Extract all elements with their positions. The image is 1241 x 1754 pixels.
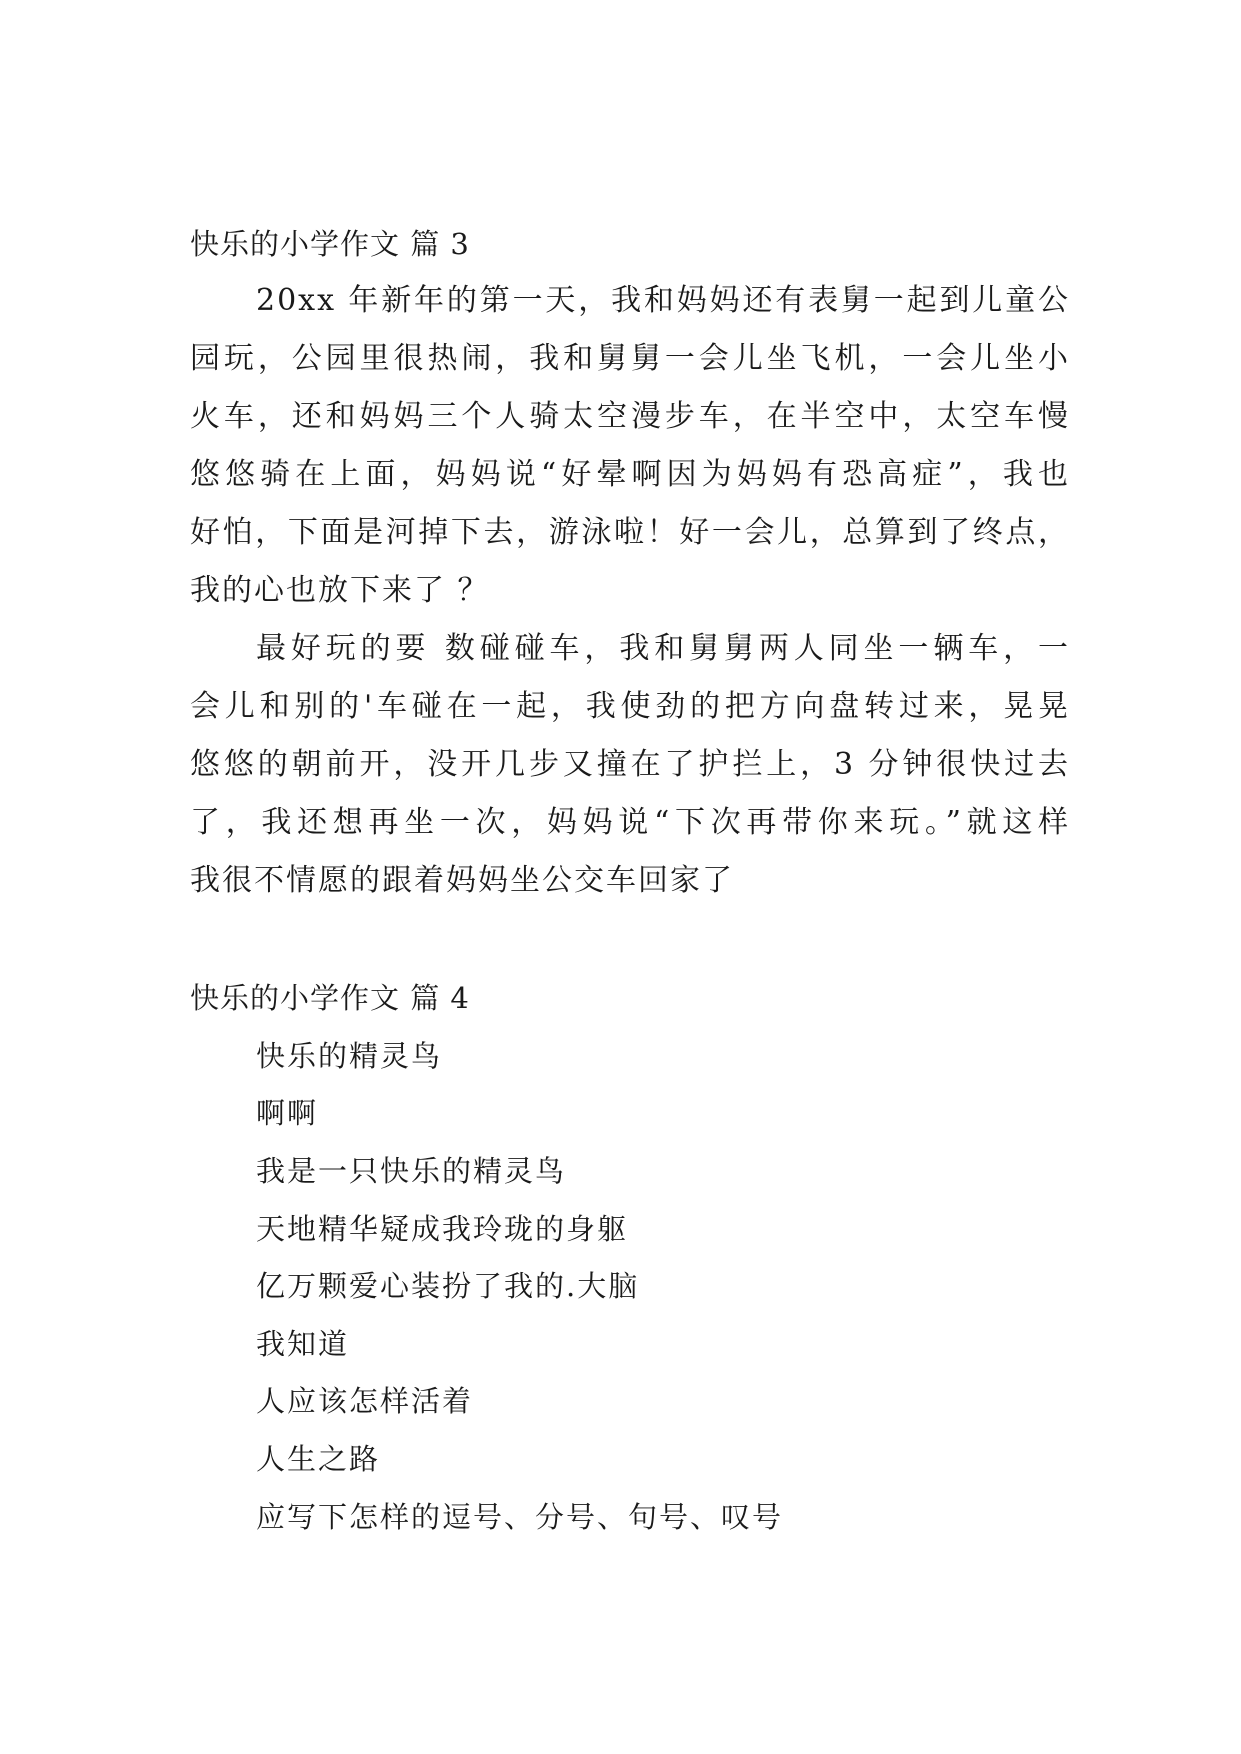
paragraph-2 [190, 620, 1070, 910]
section-heading-4: 快乐的小学作文 篇 4 [190, 981, 470, 1015]
poem-line: 人生之路 [256, 1442, 381, 1476]
poem-line: 应写下怎样的逗号、分号、句号、叹号 [256, 1500, 784, 1534]
paragraph-line: 20xx 年新年的第一天，我和妈妈还有表舅一起到儿童公 [256, 283, 1070, 318]
poem-line: 天地精华疑成我玲珑的身躯 [256, 1212, 629, 1246]
poem-line: 啊啊 [256, 1096, 319, 1130]
paragraph-line: 我很不情愿的跟着妈妈坐公交车回家了 [190, 863, 734, 898]
poem-line: 快乐的精灵鸟 [256, 1039, 443, 1073]
paragraph-line: 悠悠骑在上面，妈妈说“好晕啊因为妈妈有恐高症”，我也 [190, 457, 1070, 492]
paragraph-line: 好怕，下面是河掉下去，游泳啦！好一会儿，总算到了终点， [190, 515, 1070, 550]
paragraph-line: 会儿和别的'车碰在一起，我使劲的把方向盘转过来，晃晃 [190, 689, 1070, 724]
section-heading-3: 快乐的小学作文 篇 3 [190, 227, 470, 261]
paragraph-line: 我的心也放下来了 ？ [190, 573, 490, 608]
paragraph-line: 了，我还想再坐一次，妈妈说“下次再带你来玩。”就这样 [190, 805, 1070, 840]
poem-line: 我是一只快乐的精灵鸟 [256, 1154, 567, 1188]
poem-line: 人应该怎样活着 [256, 1384, 474, 1418]
poem-line: 我知道 [256, 1327, 350, 1361]
paragraph-line: 最好玩的要 数碰碰车，我和舅舅两人同坐一辆车，一 [256, 631, 1070, 666]
poem-line: 亿万颗爱心装扮了我的.大脑 [256, 1269, 640, 1303]
paragraph-line: 火车，还和妈妈三个人骑太空漫步车，在半空中，太空车慢 [190, 399, 1070, 434]
paragraph-line: 悠悠的朝前开，没开几步又撞在了护拦上，3 分钟很快过去 [190, 747, 1070, 782]
paragraph-1 [190, 272, 1070, 620]
paragraph-line: 园玩，公园里很热闹，我和舅舅一会儿坐飞机，一会儿坐小 [190, 341, 1070, 376]
